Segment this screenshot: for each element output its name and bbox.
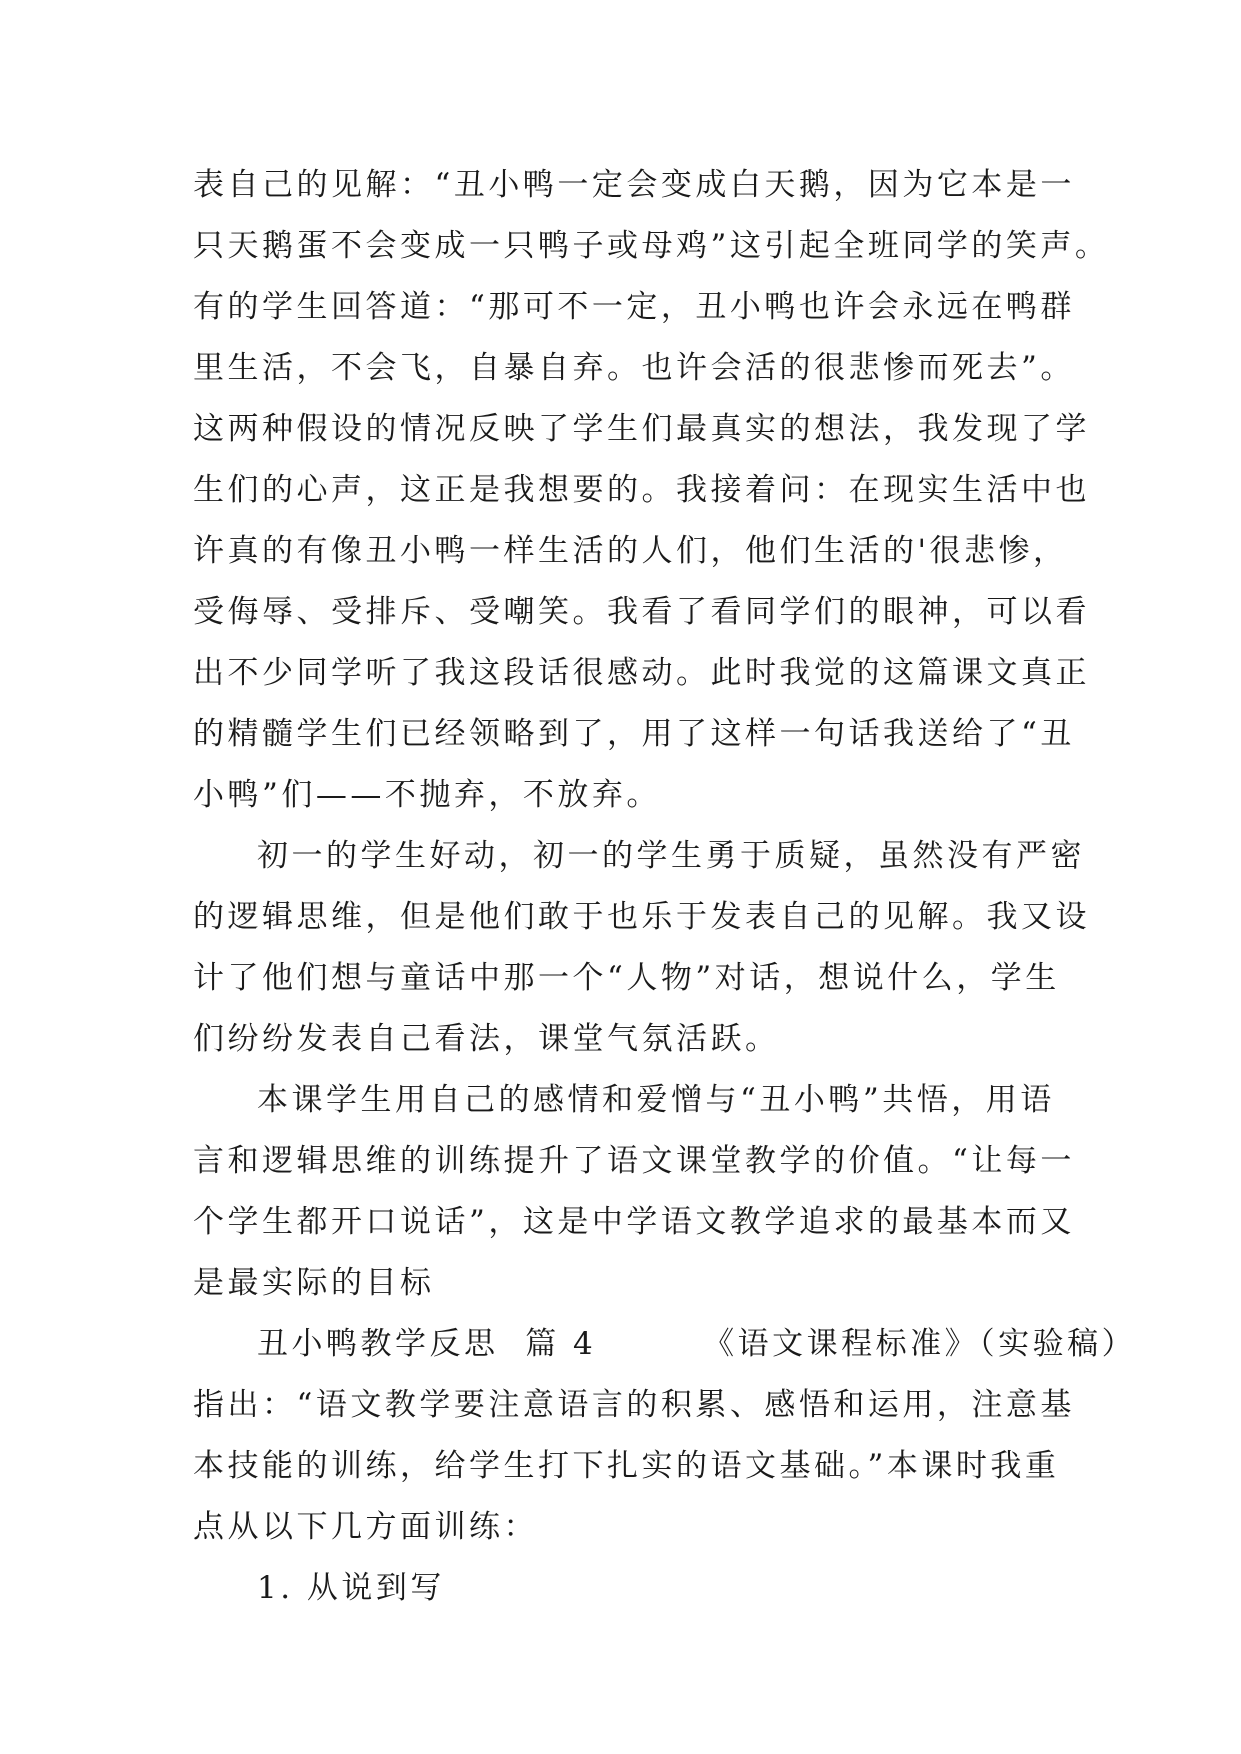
- text-line: 们纷纷发表自己看法，课堂气氛活跃。: [193, 1021, 780, 1057]
- text-line: 生们的心声，这正是我想要的。我接着问：在现实生活中也: [193, 472, 1090, 508]
- text-line: 这两种假设的情况反映了学生们最真实的想法，我发现了学: [193, 411, 1090, 447]
- text-line: 只天鹅蛋不会变成一只鸭子或母鸡”这引起全班同学的笑声。: [193, 228, 1110, 264]
- text-line: 计了他们想与童话中那一个“人物”对话，想说什么，学生: [193, 960, 1060, 996]
- paragraph-start-line: 初一的学生好动，初一的学生勇于质疑，虽然没有严密: [257, 838, 1085, 874]
- section-heading-line: 丑小鸭教学反思 篇 4 《语文课程标准》（实验稿）: [257, 1326, 1137, 1362]
- text-line: 的逻辑思维，但是他们敢于也乐于发表自己的见解。我又设: [193, 899, 1090, 935]
- text-line: 许真的有像丑小鸭一样生活的人们，他们生活的'很悲惨，: [193, 533, 1068, 569]
- text-line: 受侮辱、受排斥、受嘲笑。我看了看同学们的眼神，可以看: [193, 594, 1090, 630]
- text-line: 点从以下几方面训练：: [193, 1509, 538, 1545]
- text-line: 有的学生回答道：“那可不一定，丑小鸭也许会永远在鸭群: [193, 289, 1075, 325]
- text-line: 是最实际的目标: [193, 1265, 435, 1301]
- text-line: 的精髓学生们已经领略到了，用了这样一句话我送给了“丑: [193, 716, 1075, 752]
- paragraph-start-line: 本课学生用自己的感情和爱憎与“丑小鸭”共悟，用语: [257, 1082, 1055, 1118]
- text-line: 言和逻辑思维的训练提升了语文课堂教学的价值。“让每一: [193, 1143, 1075, 1179]
- text-line: 里生活，不会飞，自暴自弃。也许会活的很悲惨而死去”。: [193, 350, 1075, 386]
- text-line: 个学生都开口说话”，这是中学语文教学追求的最基本而又: [193, 1204, 1075, 1240]
- text-line: 指出：“语文教学要注意语言的积累、感悟和运用，注意基: [193, 1387, 1075, 1423]
- list-item-line: 1. 从说到写: [257, 1570, 445, 1606]
- text-line: 出不少同学听了我这段话很感动。此时我觉的这篇课文真正: [193, 655, 1090, 691]
- text-line: 本技能的训练，给学生打下扎实的语文基础。”本课时我重: [193, 1448, 1060, 1484]
- text-line: 表自己的见解：“丑小鸭一定会变成白天鹅，因为它本是一: [193, 167, 1075, 203]
- text-line: 小鸭”们——不抛弃，不放弃。: [193, 777, 661, 813]
